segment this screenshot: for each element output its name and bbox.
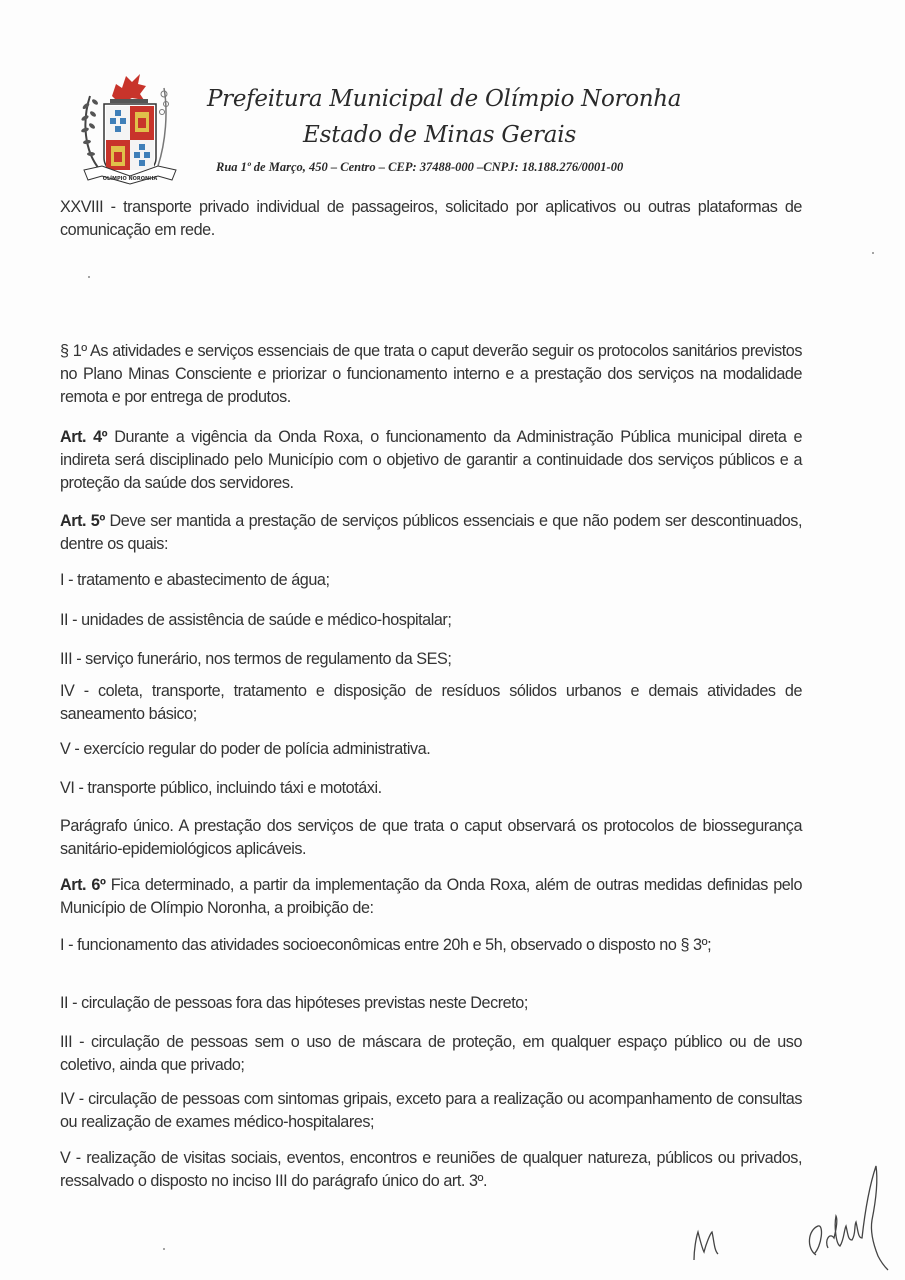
article-5-item-4: IV - coleta, transporte, tratamento e disposição de resíduos sólidos urbanos e demais atividades de saneamento básico;	[60, 682, 802, 723]
article-6-item-2: II - circulação de pessoas fora das hipóteses previstas neste Decreto;	[60, 994, 528, 1012]
article-6-item-1: I - funcionamento das atividades socioeconômicas entre 20h e 5h, observado o disposto no § 3º;	[60, 936, 712, 954]
article-5-item-6: VI - transporte público, incluindo táxi e mototáxi.	[60, 779, 382, 797]
scan-speck	[88, 276, 90, 278]
article-6-label: Art. 6º	[60, 876, 106, 894]
article-4-text: Durante a vigência da Onda Roxa, o funcionamento da Administração Pública municipal direta e indireta será disciplinado pelo Município com o objetivo de garantir a continuidade dos serviços públicos e a proteção da saúde dos servidores.	[60, 428, 803, 492]
article-5-text: Deve ser mantida a prestação de serviços públicos essenciais e que não podem ser descontinuados, dentre os quais:	[60, 512, 803, 553]
article-6	[60, 874, 802, 920]
address-line: Rua 1º de Março, 450 – Centro – CEP: 37488-000 –CNPJ: 18.188.276/0001-00	[216, 160, 624, 174]
municipality-title: Prefeitura Municipal de Olímpio Noronha	[207, 86, 682, 112]
article-6-item-5: V - realização de visitas sociais, eventos, encontros e reuniões de qualquer natureza, públicos ou privados, ressalvado o disposto no inciso III do parágrafo único do art. 3º.	[60, 1149, 802, 1190]
paragraph-1: § 1º As atividades e serviços essenciais de que trata o caput deverão seguir os protocolos sanitários previstos no Plano Minas Consciente e priorizar o funcionamento interno e a prestação dos serviços na modalidade remota e por entrega de produtos.	[60, 342, 802, 406]
item-xxviii: XXVIII - transporte privado individual de passageiros, solicitado por aplicativos ou outras plataformas de comunicação em rede.	[60, 198, 802, 239]
article-5-item-3: III - serviço funerário, nos termos de regulamento da SES;	[60, 650, 452, 668]
article-4-label: Art. 4º	[60, 428, 108, 446]
state-title: Estado de Minas Gerais	[303, 122, 577, 148]
scan-speck	[163, 1248, 165, 1250]
article-5-item-2: II - unidades de assistência de saúde e médico-hospitalar;	[60, 611, 452, 629]
initials-signature-icon	[688, 1220, 728, 1264]
handwritten-signature-icon	[798, 1160, 898, 1275]
article-5-item-1: I - tratamento e abastecimento de água;	[60, 571, 330, 589]
article-6-item-3: III - circulação de pessoas sem o uso de máscara de proteção, em qualquer espaço público ou de uso coletivo, ainda que privado;	[60, 1033, 802, 1074]
article-5-label: Art. 5º	[60, 512, 105, 530]
article-6-item-4: IV - circulação de pessoas com sintomas gripais, exceto para a realização ou acompanhamento de consultas ou realização de exames médico-hospitalares;	[60, 1090, 802, 1131]
scan-speck	[872, 252, 874, 254]
article-4	[60, 426, 802, 495]
crest-banner-text: OLÍMPIO NORONHA	[102, 176, 158, 182]
article-5-item-5: V - exercício regular do poder de polícia administrativa.	[60, 740, 431, 758]
article-5-sole-paragraph: Parágrafo único. A prestação dos serviços de que trata o caput observará os protocolos de biossegurança sanitário-epidemiológicos aplicáveis.	[60, 817, 802, 858]
article-6-text: Fica determinado, a partir da implementação da Onda Roxa, além de outras medidas definidas pelo Município de Olímpio Noronha, a proibição de:	[60, 876, 802, 917]
coat-of-arms-icon	[76, 66, 184, 186]
article-5	[60, 510, 802, 556]
